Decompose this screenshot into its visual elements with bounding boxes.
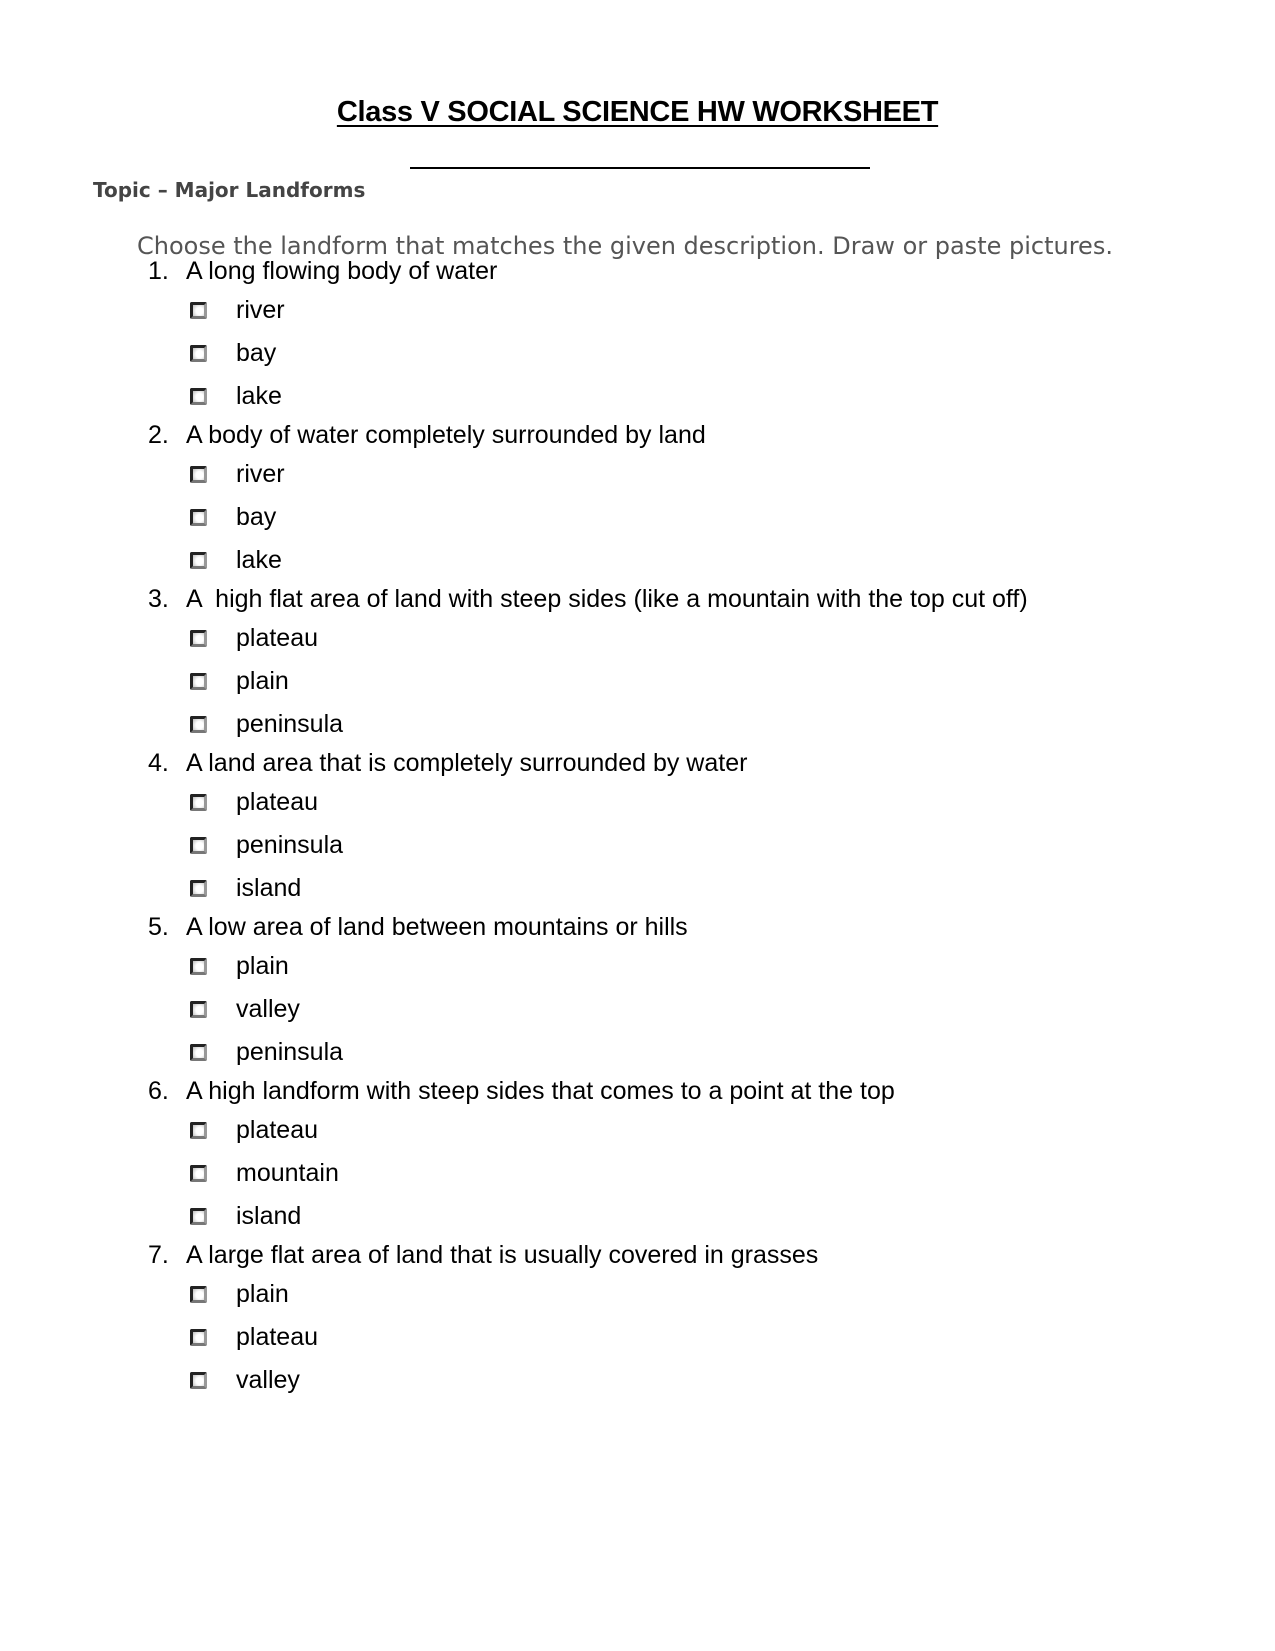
option-label: plain	[236, 667, 289, 695]
checkbox-icon[interactable]	[190, 466, 207, 483]
checkbox-icon[interactable]	[190, 716, 207, 733]
question-text: A long flowing body of water	[186, 257, 498, 285]
checkbox-icon[interactable]	[190, 837, 207, 854]
option-label: plateau	[236, 788, 319, 816]
question-5	[148, 913, 688, 942]
checkbox-icon[interactable]	[190, 388, 207, 405]
checkbox-icon[interactable]	[190, 345, 207, 362]
checkbox-icon[interactable]	[190, 1165, 207, 1182]
question-number: 6.	[148, 1077, 169, 1105]
checkbox-icon[interactable]	[190, 794, 207, 811]
option-item[interactable]	[190, 1280, 289, 1309]
checkbox-icon[interactable]	[190, 1001, 207, 1018]
question-text: A body of water completely surrounded by land	[186, 421, 706, 449]
option-item[interactable]	[190, 788, 318, 817]
question-number: 4.	[148, 749, 169, 777]
option-label: plateau	[236, 624, 319, 652]
option-item[interactable]	[190, 1038, 343, 1067]
option-label: mountain	[236, 1159, 339, 1187]
option-item[interactable]	[190, 995, 300, 1024]
option-item[interactable]	[190, 546, 282, 575]
checkbox-icon[interactable]	[190, 1329, 207, 1346]
option-item[interactable]	[190, 1366, 300, 1395]
option-label: lake	[236, 382, 282, 410]
checkbox-icon[interactable]	[190, 673, 207, 690]
option-item[interactable]	[190, 667, 289, 696]
option-item[interactable]	[190, 710, 343, 739]
checkbox-icon[interactable]	[190, 1044, 207, 1061]
option-label: valley	[236, 995, 300, 1023]
option-label: plateau	[236, 1323, 319, 1351]
option-item[interactable]	[190, 1116, 318, 1145]
question-4	[148, 749, 747, 778]
question-text: A low area of land between mountains or hills	[186, 913, 688, 941]
option-item[interactable]	[190, 874, 301, 903]
option-label: river	[236, 296, 285, 324]
option-item[interactable]	[190, 1159, 339, 1188]
question-text: A high landform with steep sides that comes to a point at the top	[186, 1077, 895, 1105]
option-label: lake	[236, 546, 282, 574]
option-label: peninsula	[236, 1038, 344, 1066]
checkbox-icon[interactable]	[190, 552, 207, 569]
option-label: valley	[236, 1366, 300, 1394]
option-label: plain	[236, 1280, 289, 1308]
question-text: A high flat area of land with steep sides (like a mountain with the top cut off)	[186, 585, 1028, 613]
option-label: bay	[236, 339, 277, 367]
option-item[interactable]	[190, 503, 276, 532]
question-7	[148, 1241, 818, 1270]
checkbox-icon[interactable]	[190, 302, 207, 319]
option-item[interactable]	[190, 1323, 318, 1352]
question-number: 1.	[148, 257, 169, 285]
question-number: 7.	[148, 1241, 169, 1269]
checkbox-icon[interactable]	[190, 1372, 207, 1389]
option-label: island	[236, 874, 302, 902]
option-item[interactable]	[190, 1202, 301, 1231]
option-item[interactable]	[190, 624, 318, 653]
question-text: A large flat area of land that is usually covered in grasses	[186, 1241, 819, 1269]
name-underline	[410, 167, 870, 169]
option-item[interactable]	[190, 831, 343, 860]
option-label: island	[236, 1202, 302, 1230]
question-number: 2.	[148, 421, 169, 449]
option-item[interactable]	[190, 952, 289, 981]
question-6	[148, 1077, 895, 1106]
option-label: plateau	[236, 1116, 319, 1144]
checkbox-icon[interactable]	[190, 509, 207, 526]
option-item[interactable]	[190, 339, 276, 368]
instructions: Choose the landform that matches the given description. Draw or paste pictures.	[137, 232, 1113, 260]
question-text: A land area that is completely surrounded by water	[186, 749, 748, 777]
checkbox-icon[interactable]	[190, 880, 207, 897]
worksheet-title: Class V SOCIAL SCIENCE HW WORKSHEET	[336, 96, 939, 128]
question-2	[148, 421, 706, 450]
question-number: 3.	[148, 585, 169, 613]
option-item[interactable]	[190, 460, 285, 489]
option-item[interactable]	[190, 382, 282, 411]
option-label: peninsula	[236, 710, 344, 738]
checkbox-icon[interactable]	[190, 1286, 207, 1303]
checkbox-icon[interactable]	[190, 958, 207, 975]
option-label: river	[236, 460, 285, 488]
checkbox-icon[interactable]	[190, 1122, 207, 1139]
option-label: peninsula	[236, 831, 344, 859]
question-3	[148, 585, 1028, 614]
checkbox-icon[interactable]	[190, 630, 207, 647]
question-1	[148, 257, 497, 286]
option-label: plain	[236, 952, 289, 980]
question-number: 5.	[148, 913, 169, 941]
option-item[interactable]	[190, 296, 285, 325]
checkbox-icon[interactable]	[190, 1208, 207, 1225]
topic-heading: Topic – Major Landforms	[93, 178, 366, 202]
option-label: bay	[236, 503, 277, 531]
